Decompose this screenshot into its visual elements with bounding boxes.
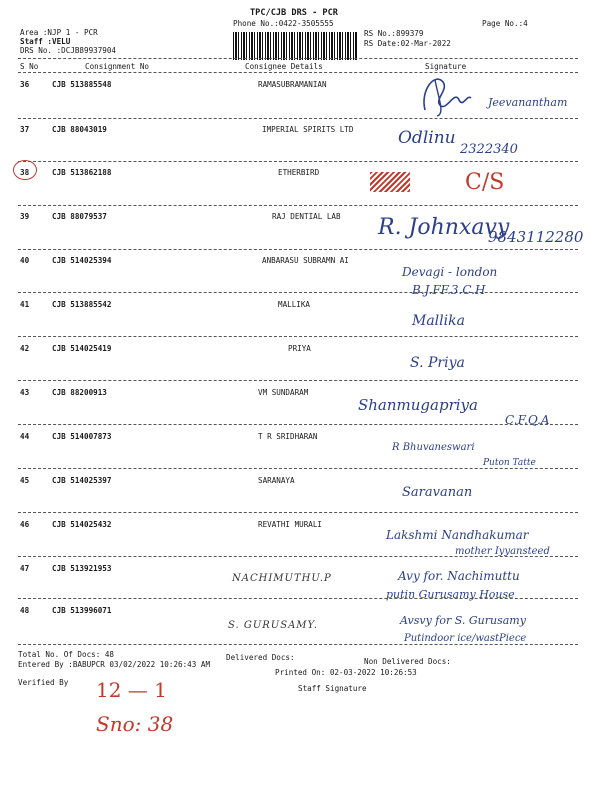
row-consignment-no: CJB 88200913 — [52, 388, 107, 397]
row-consignment-no: CJB 514025432 — [52, 520, 112, 529]
row-consignment-no: CJB 514025394 — [52, 256, 112, 265]
row-consignee: PRIYA — [288, 344, 311, 353]
row-consignment-no: CJB 513921953 — [52, 564, 112, 573]
signature-text: C.F.Q.A — [505, 413, 550, 427]
staff-signature-label: Staff Signature — [298, 684, 367, 693]
delivered-docs: Delivered Docs: — [226, 653, 295, 662]
report-title: TPC/CJB DRS - PCR — [250, 8, 338, 18]
header-divider-top — [18, 58, 578, 59]
row-sno: 37 — [20, 125, 30, 134]
verified-sno-mark: Sno: 38 — [96, 712, 174, 736]
drs-number: DRS No. :DCJB89937904 — [20, 46, 117, 55]
entered-by: Entered By :BABUPCR 03/02/2022 10:26:43 AM — [18, 660, 211, 669]
signature-text: Devagi - london — [402, 265, 498, 279]
header-divider-bottom — [18, 72, 578, 73]
row-consignment-no: CJB 513885548 — [52, 80, 112, 89]
red-scribble-mark — [370, 172, 410, 192]
row-consignee: ANBARASU SUBRAMN AI — [262, 256, 349, 265]
row-sno: 43 — [20, 388, 30, 397]
column-consignment: Consignment No — [85, 62, 150, 71]
row-consignee: ETHERBIRD — [278, 168, 320, 177]
row-divider — [18, 205, 578, 206]
row-divider — [18, 161, 578, 162]
signature-text: Avsvy for S. Gurusamy — [400, 614, 526, 627]
row-consignment-no: CJB 513885542 — [52, 300, 112, 309]
signature-text: Jeevanantham — [488, 96, 568, 109]
signature-text: Putindoor ice/wastPiece — [404, 633, 527, 644]
row-sno: 48 — [20, 606, 30, 615]
signature-scribble-36 — [415, 70, 475, 118]
row-consignee: NACHIMUTHU.P — [232, 573, 332, 584]
signature-text: C/S — [465, 170, 505, 195]
row-consignee: IMPERIAL SPIRITS LTD — [262, 125, 354, 134]
signature-text: mother Iyyansteed — [455, 546, 550, 557]
row-consignee: T R SRIDHARAN — [258, 432, 318, 441]
signature-text: Shanmugapriya — [358, 396, 478, 414]
rs-number: RS No.:899379 — [364, 29, 424, 38]
row-divider — [18, 380, 578, 381]
signature-text: Saravanan — [402, 485, 473, 500]
row-sno: 41 — [20, 300, 30, 309]
row-sno: 45 — [20, 476, 30, 485]
staff-label: Staff :VELU — [20, 37, 71, 46]
row-consignment-no: CJB 513862188 — [52, 168, 112, 177]
signature-text: Puton Tatte — [483, 458, 536, 468]
row-divider — [18, 249, 578, 250]
row-sno: 39 — [20, 212, 30, 221]
signature-text: R Bhuvaneswari — [392, 442, 475, 453]
signature-text: Mallika — [412, 313, 465, 329]
signature-text: putin Gurusamy House — [386, 588, 515, 601]
row-consignment-no: CJB 88043019 — [52, 125, 107, 134]
signature-text: 9843112280 — [488, 228, 584, 246]
row-consignee: MALLIKA — [278, 300, 311, 309]
row-sno: 36 — [20, 80, 30, 89]
signature-text: R. Johnxavy — [378, 215, 510, 240]
column-sno: S No — [20, 62, 39, 71]
row-consignment-no: CJB 514025397 — [52, 476, 112, 485]
row-divider — [18, 292, 578, 293]
row-sno: 46 — [20, 520, 30, 529]
row-consignee: RAJ DENTIAL LAB — [272, 212, 341, 221]
row-consignee: RAMASUBRAMANIAN — [258, 80, 327, 89]
row-consignment-no: CJB 514007873 — [52, 432, 112, 441]
row-divider — [18, 512, 578, 513]
verified-by-label: Verified By — [18, 678, 69, 687]
row-consignee: S. GURUSAMY. — [228, 620, 319, 631]
area-label: Area :NJP 1 - PCR — [20, 28, 98, 37]
row-consignee: SARANAYA — [258, 476, 295, 485]
row-sno: 42 — [20, 344, 30, 353]
signature-text: S. Priya — [410, 355, 465, 371]
non-delivered-docs: Non Delivered Docs: — [364, 657, 451, 666]
phone-number: Phone No.:0422-3505555 — [233, 19, 334, 28]
row-consignment-no: CJB 88079537 — [52, 212, 107, 221]
row-sno: 44 — [20, 432, 30, 441]
signature-text: Lakshmi Nandhakumar — [386, 528, 529, 542]
row-sno: 47 — [20, 564, 30, 573]
column-consignee: Consignee Details — [245, 62, 323, 71]
row-sno: 38 — [20, 168, 30, 177]
rs-date: RS Date:02-Mar-2022 — [364, 39, 451, 48]
signature-text: B.J.FF.3.C.H — [412, 283, 486, 297]
row-consignment-no: CJB 513996071 — [52, 606, 112, 615]
signature-text: 2322340 — [460, 142, 518, 157]
row-consignee: VM SUNDARAM — [258, 388, 309, 397]
row-divider — [18, 468, 578, 469]
signature-text: Avy for. Nachimuttu — [398, 569, 520, 583]
total-docs: Total No. Of Docs: 48 — [18, 650, 115, 659]
barcode-image — [233, 32, 358, 60]
row-divider — [18, 118, 578, 119]
row-consignment-no: CJB 514025419 — [52, 344, 112, 353]
signature-text: Odlinu — [398, 128, 456, 148]
row-divider — [18, 424, 578, 425]
row-consignee: REVATHI MURALI — [258, 520, 323, 529]
printed-on: Printed On: 02-03-2022 10:26:53 — [275, 668, 417, 677]
column-signature: Signature — [425, 62, 467, 71]
verified-mark: 12 — 1 — [96, 678, 167, 702]
page-number: Page No.:4 — [482, 19, 528, 28]
row-sno: 40 — [20, 256, 30, 265]
row-divider — [18, 644, 578, 645]
row-divider — [18, 336, 578, 337]
